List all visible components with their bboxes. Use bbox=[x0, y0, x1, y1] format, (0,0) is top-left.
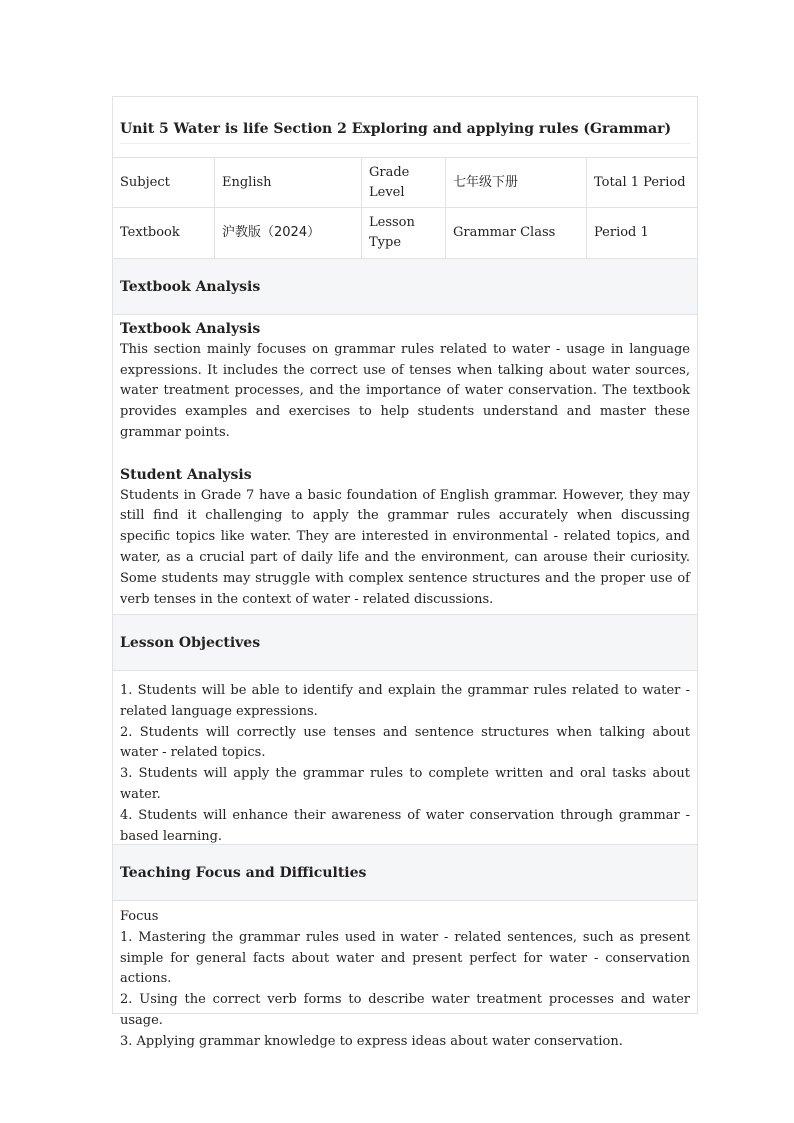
textbook-analysis-body bbox=[113, 315, 697, 615]
period-number: Period 1 bbox=[594, 225, 649, 240]
title-row bbox=[113, 97, 697, 158]
objective-item: 3. Students will apply the grammar rules to complete written and oral tasks about water. bbox=[120, 766, 690, 802]
lesson-type-value: Grammar Class bbox=[446, 208, 587, 258]
page-title: Unit 5 Water is life Section 2 Exploring and applying rules (Grammar) bbox=[120, 121, 672, 137]
subject-value: English bbox=[215, 158, 362, 207]
info-row-1 bbox=[113, 158, 697, 208]
student-analysis-text: Students in Grade 7 have a basic foundation of English grammar. However, they may still find it challenging to apply the grammar rules accurately when discussing specific topics like water. They are interested in environmental - related topics, and water, as a crucial part of daily life and the environment, can arouse their curiosity. Some students may struggle with complex sentence structures and the proper use of verb tenses in the context of water - related discussions. bbox=[120, 487, 690, 607]
objective-item: 1. Students will be able to identify and explain the grammar rules related to water - related language expressions. bbox=[120, 683, 690, 719]
student-analysis-subheading: Student Analysis bbox=[120, 466, 252, 483]
textbook-analysis-heading: Textbook Analysis bbox=[113, 259, 697, 315]
info-row-2 bbox=[113, 208, 697, 259]
title-divider bbox=[120, 143, 690, 144]
grade-value: 七年级下册 bbox=[446, 158, 587, 207]
focus-difficulties-heading: Teaching Focus and Difficulties bbox=[113, 845, 697, 901]
objective-item: 2. Students will correctly use tenses and sentence structures when talking about water - related topics. bbox=[120, 724, 690, 761]
focus-label: Focus bbox=[120, 909, 159, 924]
focus-item: 3. Applying grammar knowledge to express ideas about water conservation. bbox=[120, 1033, 623, 1049]
textbook-analysis-text: This section mainly focuses on grammar rules related to water - usage in language expressions. It includes the correct use of tenses when talking about water sources, water treatment processes, and the importance of water conservation. The textbook provides examples and exercises to help students understand and master these grammar points. bbox=[120, 341, 690, 440]
lesson-plan bbox=[112, 96, 698, 1049]
textbook-label: Textbook bbox=[113, 208, 215, 258]
lesson-type-label: Lesson Type bbox=[362, 208, 446, 258]
grade-label: Grade Level bbox=[362, 158, 446, 207]
lesson-objectives-body bbox=[113, 671, 697, 845]
textbook-value: 沪教版（2024） bbox=[215, 208, 362, 258]
subject-label: Subject bbox=[113, 158, 215, 207]
objective-item: 4. Students will enhance their awareness of water conservation through grammar - based learning. bbox=[120, 807, 690, 844]
focus-item: 1. Mastering the grammar rules used in water - related sentences, such as present simple for general facts about water and present perfect for water - conservation actions. bbox=[120, 929, 690, 987]
focus-difficulties-body bbox=[113, 901, 697, 1049]
total-periods: Total 1 Period bbox=[594, 174, 686, 190]
focus-item: 2. Using the correct verb forms to describe water treatment processes and water usage. bbox=[120, 992, 690, 1028]
textbook-analysis-subheading: Textbook Analysis bbox=[120, 321, 261, 337]
lesson-objectives-heading: Lesson Objectives bbox=[113, 615, 697, 671]
